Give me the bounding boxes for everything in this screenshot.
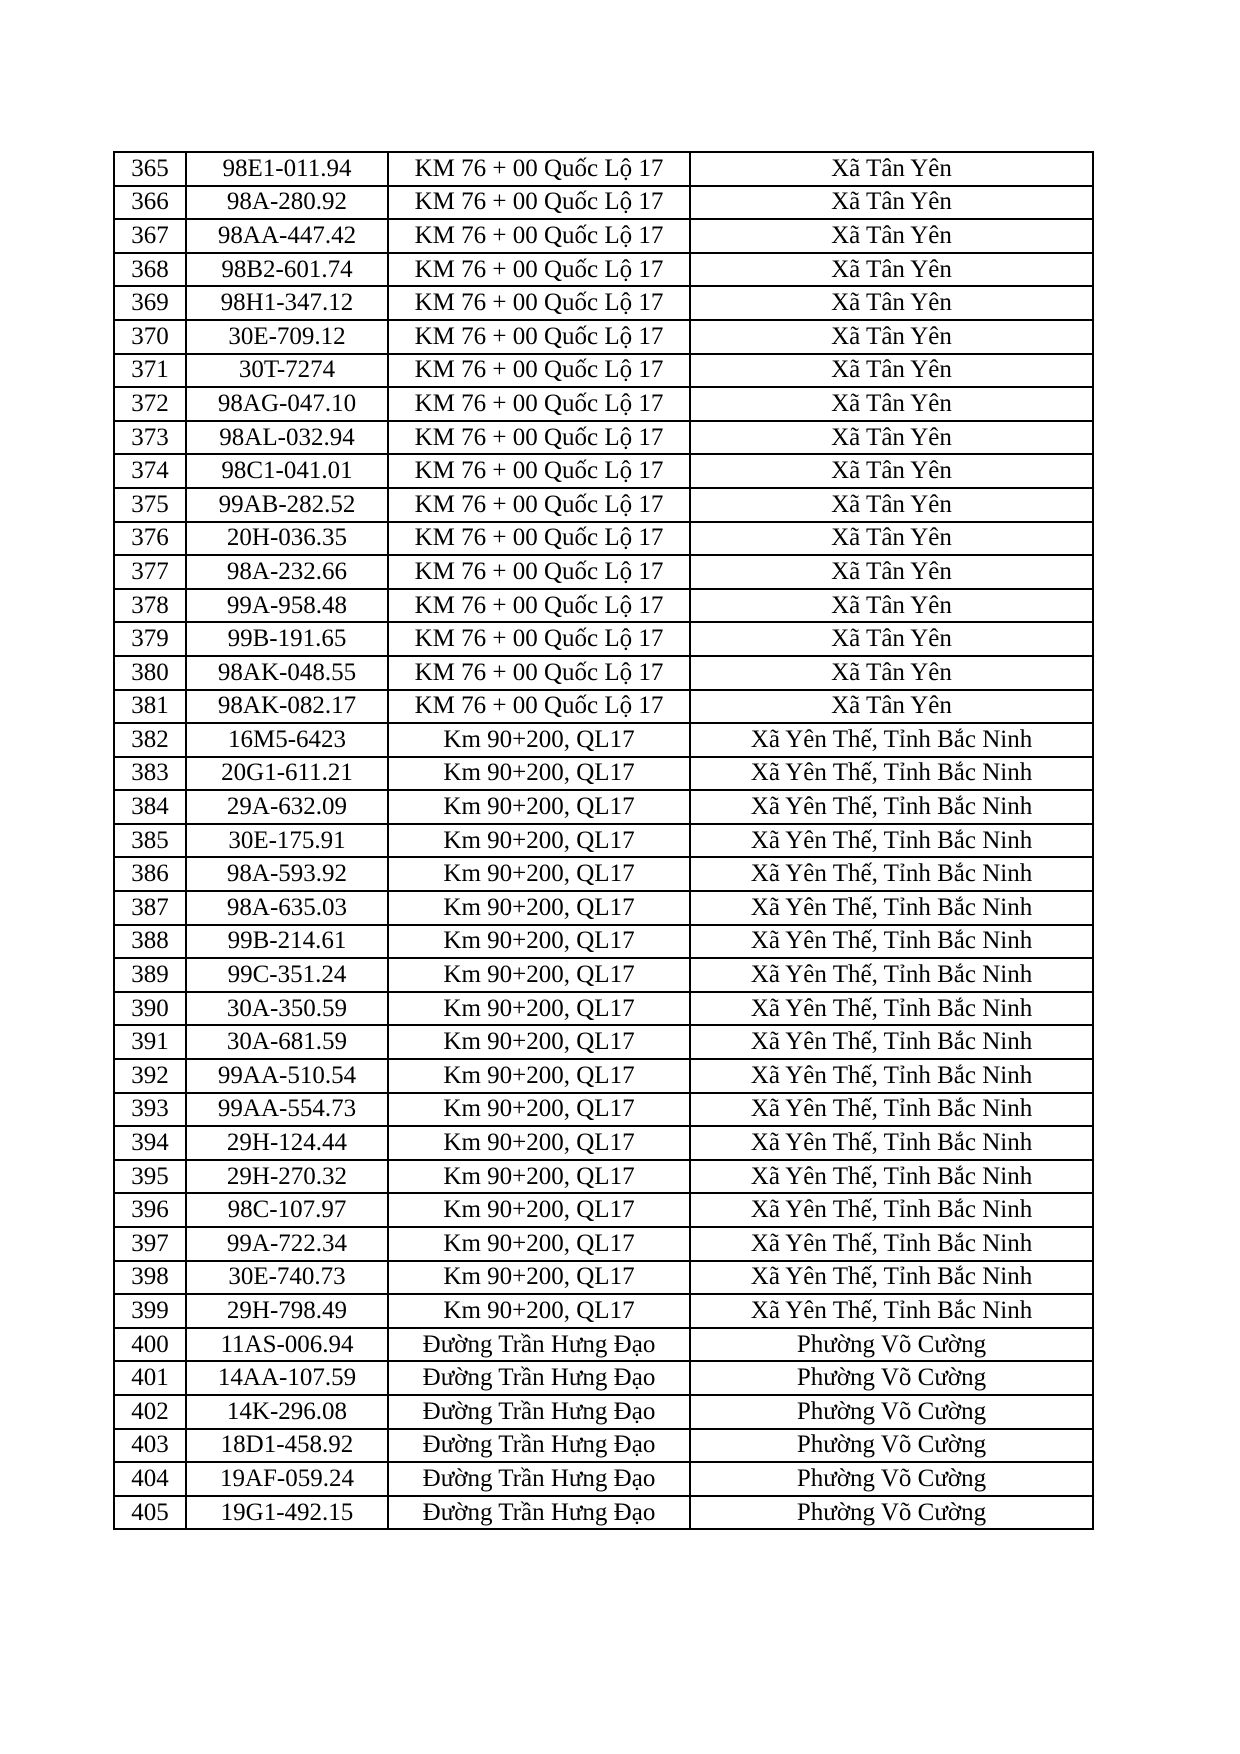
location-cell: Km 90+200, QL17 <box>388 857 690 891</box>
location-cell: KM 76 + 00 Quốc Lộ 17 <box>388 454 690 488</box>
row-number-cell: 396 <box>114 1193 186 1227</box>
row-number-cell: 370 <box>114 320 186 354</box>
table-row <box>114 1361 1093 1395</box>
plate-number-cell: 99A-958.48 <box>186 589 388 623</box>
commune-cell: Phường Võ Cường <box>690 1496 1093 1530</box>
table-row <box>114 857 1093 891</box>
location-cell: Km 90+200, QL17 <box>388 992 690 1026</box>
location-cell: Km 90+200, QL17 <box>388 1193 690 1227</box>
commune-cell: Xã Tân Yên <box>690 488 1093 522</box>
commune-cell: Xã Yên Thế, Tỉnh Bắc Ninh <box>690 925 1093 959</box>
row-number-cell: 386 <box>114 857 186 891</box>
location-cell: KM 76 + 00 Quốc Lộ 17 <box>388 286 690 320</box>
location-cell: Đường Trần Hưng Đạo <box>388 1395 690 1429</box>
location-cell: KM 76 + 00 Quốc Lộ 17 <box>388 555 690 589</box>
location-cell: Đường Trần Hưng Đạo <box>388 1462 690 1496</box>
commune-cell: Xã Yên Thế, Tỉnh Bắc Ninh <box>690 723 1093 757</box>
commune-cell: Xã Yên Thế, Tỉnh Bắc Ninh <box>690 1193 1093 1227</box>
table-row <box>114 589 1093 623</box>
location-cell: KM 76 + 00 Quốc Lộ 17 <box>388 488 690 522</box>
row-number-cell: 392 <box>114 1059 186 1093</box>
plate-number-cell: 99AA-510.54 <box>186 1059 388 1093</box>
commune-cell: Xã Yên Thế, Tỉnh Bắc Ninh <box>690 891 1093 925</box>
table-row <box>114 1462 1093 1496</box>
plate-number-cell: 20G1-611.21 <box>186 757 388 791</box>
commune-cell: Xã Tân Yên <box>690 286 1093 320</box>
row-number-cell: 394 <box>114 1126 186 1160</box>
commune-cell: Xã Yên Thế, Tỉnh Bắc Ninh <box>690 790 1093 824</box>
location-cell: KM 76 + 00 Quốc Lộ 17 <box>388 522 690 556</box>
location-cell: Km 90+200, QL17 <box>388 757 690 791</box>
table-row <box>114 622 1093 656</box>
plate-number-cell: 98AK-082.17 <box>186 690 388 724</box>
plate-number-cell: 98AK-048.55 <box>186 656 388 690</box>
commune-cell: Xã Yên Thế, Tỉnh Bắc Ninh <box>690 1126 1093 1160</box>
location-cell: KM 76 + 00 Quốc Lộ 17 <box>388 622 690 656</box>
plate-number-cell: 19AF-059.24 <box>186 1462 388 1496</box>
plate-number-cell: 11AS-006.94 <box>186 1328 388 1362</box>
commune-cell: Xã Tân Yên <box>690 354 1093 388</box>
location-cell: Km 90+200, QL17 <box>388 1059 690 1093</box>
plate-number-cell: 19G1-492.15 <box>186 1496 388 1530</box>
commune-cell: Xã Tân Yên <box>690 622 1093 656</box>
row-number-cell: 389 <box>114 958 186 992</box>
table-row <box>114 790 1093 824</box>
row-number-cell: 403 <box>114 1429 186 1463</box>
plate-number-cell: 98AL-032.94 <box>186 421 388 455</box>
commune-cell: Xã Yên Thế, Tỉnh Bắc Ninh <box>690 1059 1093 1093</box>
commune-cell: Xã Tân Yên <box>690 555 1093 589</box>
location-cell: Đường Trần Hưng Đạo <box>388 1496 690 1530</box>
records-table-body <box>114 152 1093 1529</box>
plate-number-cell: 30A-681.59 <box>186 1025 388 1059</box>
commune-cell: Xã Tân Yên <box>690 320 1093 354</box>
row-number-cell: 400 <box>114 1328 186 1362</box>
row-number-cell: 368 <box>114 253 186 287</box>
row-number-cell: 399 <box>114 1294 186 1328</box>
table-row <box>114 1193 1093 1227</box>
table-row <box>114 454 1093 488</box>
row-number-cell: 405 <box>114 1496 186 1530</box>
records-table <box>113 151 1094 1530</box>
plate-number-cell: 16M5-6423 <box>186 723 388 757</box>
plate-number-cell: 99B-191.65 <box>186 622 388 656</box>
commune-cell: Xã Yên Thế, Tỉnh Bắc Ninh <box>690 992 1093 1026</box>
commune-cell: Xã Tân Yên <box>690 387 1093 421</box>
commune-cell: Phường Võ Cường <box>690 1429 1093 1463</box>
plate-number-cell: 99AB-282.52 <box>186 488 388 522</box>
row-number-cell: 382 <box>114 723 186 757</box>
table-row <box>114 1328 1093 1362</box>
row-number-cell: 367 <box>114 219 186 253</box>
row-number-cell: 398 <box>114 1261 186 1295</box>
location-cell: KM 76 + 00 Quốc Lộ 17 <box>388 219 690 253</box>
plate-number-cell: 29H-798.49 <box>186 1294 388 1328</box>
table-row <box>114 219 1093 253</box>
row-number-cell: 390 <box>114 992 186 1026</box>
location-cell: Km 90+200, QL17 <box>388 1126 690 1160</box>
location-cell: Km 90+200, QL17 <box>388 1160 690 1194</box>
plate-number-cell: 30E-740.73 <box>186 1261 388 1295</box>
plate-number-cell: 30T-7274 <box>186 354 388 388</box>
row-number-cell: 381 <box>114 690 186 724</box>
commune-cell: Xã Tân Yên <box>690 421 1093 455</box>
location-cell: Đường Trần Hưng Đạo <box>388 1328 690 1362</box>
commune-cell: Xã Yên Thế, Tỉnh Bắc Ninh <box>690 1160 1093 1194</box>
row-number-cell: 388 <box>114 925 186 959</box>
plate-number-cell: 99B-214.61 <box>186 925 388 959</box>
commune-cell: Xã Yên Thế, Tỉnh Bắc Ninh <box>690 1261 1093 1295</box>
plate-number-cell: 98E1-011.94 <box>186 152 388 186</box>
row-number-cell: 383 <box>114 757 186 791</box>
plate-number-cell: 99C-351.24 <box>186 958 388 992</box>
table-row <box>114 690 1093 724</box>
location-cell: Km 90+200, QL17 <box>388 1093 690 1127</box>
plate-number-cell: 99AA-554.73 <box>186 1093 388 1127</box>
plate-number-cell: 98C-107.97 <box>186 1193 388 1227</box>
table-row <box>114 354 1093 388</box>
table-row <box>114 488 1093 522</box>
commune-cell: Xã Tân Yên <box>690 186 1093 220</box>
row-number-cell: 377 <box>114 555 186 589</box>
commune-cell: Phường Võ Cường <box>690 1462 1093 1496</box>
commune-cell: Xã Yên Thế, Tỉnh Bắc Ninh <box>690 958 1093 992</box>
table-row <box>114 522 1093 556</box>
location-cell: Đường Trần Hưng Đạo <box>388 1429 690 1463</box>
commune-cell: Phường Võ Cường <box>690 1395 1093 1429</box>
location-cell: Km 90+200, QL17 <box>388 790 690 824</box>
table-row <box>114 286 1093 320</box>
table-row <box>114 1025 1093 1059</box>
row-number-cell: 378 <box>114 589 186 623</box>
commune-cell: Xã Yên Thế, Tỉnh Bắc Ninh <box>690 1093 1093 1127</box>
row-number-cell: 375 <box>114 488 186 522</box>
location-cell: Km 90+200, QL17 <box>388 891 690 925</box>
commune-cell: Xã Tân Yên <box>690 690 1093 724</box>
commune-cell: Xã Yên Thế, Tỉnh Bắc Ninh <box>690 1227 1093 1261</box>
plate-number-cell: 98B2-601.74 <box>186 253 388 287</box>
table-row <box>114 656 1093 690</box>
location-cell: Km 90+200, QL17 <box>388 1025 690 1059</box>
plate-number-cell: 98A-593.92 <box>186 857 388 891</box>
plate-number-cell: 98A-232.66 <box>186 555 388 589</box>
plate-number-cell: 98H1-347.12 <box>186 286 388 320</box>
row-number-cell: 373 <box>114 421 186 455</box>
table-row <box>114 958 1093 992</box>
row-number-cell: 395 <box>114 1160 186 1194</box>
row-number-cell: 397 <box>114 1227 186 1261</box>
location-cell: KM 76 + 00 Quốc Lộ 17 <box>388 320 690 354</box>
commune-cell: Phường Võ Cường <box>690 1361 1093 1395</box>
table-row <box>114 824 1093 858</box>
commune-cell: Xã Tân Yên <box>690 522 1093 556</box>
plate-number-cell: 30E-175.91 <box>186 824 388 858</box>
row-number-cell: 374 <box>114 454 186 488</box>
commune-cell: Xã Yên Thế, Tỉnh Bắc Ninh <box>690 1294 1093 1328</box>
location-cell: KM 76 + 00 Quốc Lộ 17 <box>388 152 690 186</box>
table-row <box>114 555 1093 589</box>
location-cell: KM 76 + 00 Quốc Lộ 17 <box>388 354 690 388</box>
row-number-cell: 391 <box>114 1025 186 1059</box>
table-row <box>114 757 1093 791</box>
row-number-cell: 404 <box>114 1462 186 1496</box>
plate-number-cell: 98A-635.03 <box>186 891 388 925</box>
table-row <box>114 1160 1093 1194</box>
commune-cell: Xã Yên Thế, Tỉnh Bắc Ninh <box>690 1025 1093 1059</box>
row-number-cell: 365 <box>114 152 186 186</box>
table-row <box>114 152 1093 186</box>
row-number-cell: 379 <box>114 622 186 656</box>
row-number-cell: 372 <box>114 387 186 421</box>
plate-number-cell: 29H-124.44 <box>186 1126 388 1160</box>
table-row <box>114 1261 1093 1295</box>
row-number-cell: 371 <box>114 354 186 388</box>
commune-cell: Xã Tân Yên <box>690 656 1093 690</box>
row-number-cell: 366 <box>114 186 186 220</box>
table-row <box>114 421 1093 455</box>
row-number-cell: 369 <box>114 286 186 320</box>
plate-number-cell: 29A-632.09 <box>186 790 388 824</box>
table-row <box>114 1059 1093 1093</box>
plate-number-cell: 98AA-447.42 <box>186 219 388 253</box>
table-row <box>114 1429 1093 1463</box>
row-number-cell: 376 <box>114 522 186 556</box>
table-row <box>114 1395 1093 1429</box>
location-cell: Km 90+200, QL17 <box>388 824 690 858</box>
table-row <box>114 1126 1093 1160</box>
commune-cell: Xã Tân Yên <box>690 219 1093 253</box>
table-row <box>114 925 1093 959</box>
location-cell: KM 76 + 00 Quốc Lộ 17 <box>388 421 690 455</box>
row-number-cell: 380 <box>114 656 186 690</box>
commune-cell: Xã Tân Yên <box>690 152 1093 186</box>
table-row <box>114 1294 1093 1328</box>
table-row <box>114 1496 1093 1530</box>
location-cell: KM 76 + 00 Quốc Lộ 17 <box>388 186 690 220</box>
plate-number-cell: 14AA-107.59 <box>186 1361 388 1395</box>
table-row <box>114 992 1093 1026</box>
location-cell: KM 76 + 00 Quốc Lộ 17 <box>388 656 690 690</box>
plate-number-cell: 30A-350.59 <box>186 992 388 1026</box>
row-number-cell: 401 <box>114 1361 186 1395</box>
plate-number-cell: 99A-722.34 <box>186 1227 388 1261</box>
commune-cell: Xã Yên Thế, Tỉnh Bắc Ninh <box>690 857 1093 891</box>
location-cell: KM 76 + 00 Quốc Lộ 17 <box>388 387 690 421</box>
commune-cell: Xã Yên Thế, Tỉnh Bắc Ninh <box>690 757 1093 791</box>
row-number-cell: 393 <box>114 1093 186 1127</box>
table-row <box>114 891 1093 925</box>
plate-number-cell: 18D1-458.92 <box>186 1429 388 1463</box>
location-cell: Km 90+200, QL17 <box>388 1261 690 1295</box>
location-cell: Km 90+200, QL17 <box>388 958 690 992</box>
location-cell: Km 90+200, QL17 <box>388 1227 690 1261</box>
table-row <box>114 320 1093 354</box>
location-cell: Km 90+200, QL17 <box>388 723 690 757</box>
row-number-cell: 402 <box>114 1395 186 1429</box>
table-row <box>114 1227 1093 1261</box>
commune-cell: Xã Tân Yên <box>690 454 1093 488</box>
table-row <box>114 1093 1093 1127</box>
plate-number-cell: 30E-709.12 <box>186 320 388 354</box>
location-cell: KM 76 + 00 Quốc Lộ 17 <box>388 589 690 623</box>
commune-cell: Phường Võ Cường <box>690 1328 1093 1362</box>
location-cell: Km 90+200, QL17 <box>388 925 690 959</box>
plate-number-cell: 29H-270.32 <box>186 1160 388 1194</box>
plate-number-cell: 98C1-041.01 <box>186 454 388 488</box>
row-number-cell: 387 <box>114 891 186 925</box>
commune-cell: Xã Yên Thế, Tỉnh Bắc Ninh <box>690 824 1093 858</box>
row-number-cell: 384 <box>114 790 186 824</box>
row-number-cell: 385 <box>114 824 186 858</box>
location-cell: Km 90+200, QL17 <box>388 1294 690 1328</box>
commune-cell: Xã Tân Yên <box>690 253 1093 287</box>
commune-cell: Xã Tân Yên <box>690 589 1093 623</box>
table-row <box>114 186 1093 220</box>
plate-number-cell: 14K-296.08 <box>186 1395 388 1429</box>
plate-number-cell: 98A-280.92 <box>186 186 388 220</box>
plate-number-cell: 98AG-047.10 <box>186 387 388 421</box>
plate-number-cell: 20H-036.35 <box>186 522 388 556</box>
location-cell: Đường Trần Hưng Đạo <box>388 1361 690 1395</box>
table-row <box>114 253 1093 287</box>
location-cell: KM 76 + 00 Quốc Lộ 17 <box>388 690 690 724</box>
location-cell: KM 76 + 00 Quốc Lộ 17 <box>388 253 690 287</box>
table-row <box>114 387 1093 421</box>
table-row <box>114 723 1093 757</box>
